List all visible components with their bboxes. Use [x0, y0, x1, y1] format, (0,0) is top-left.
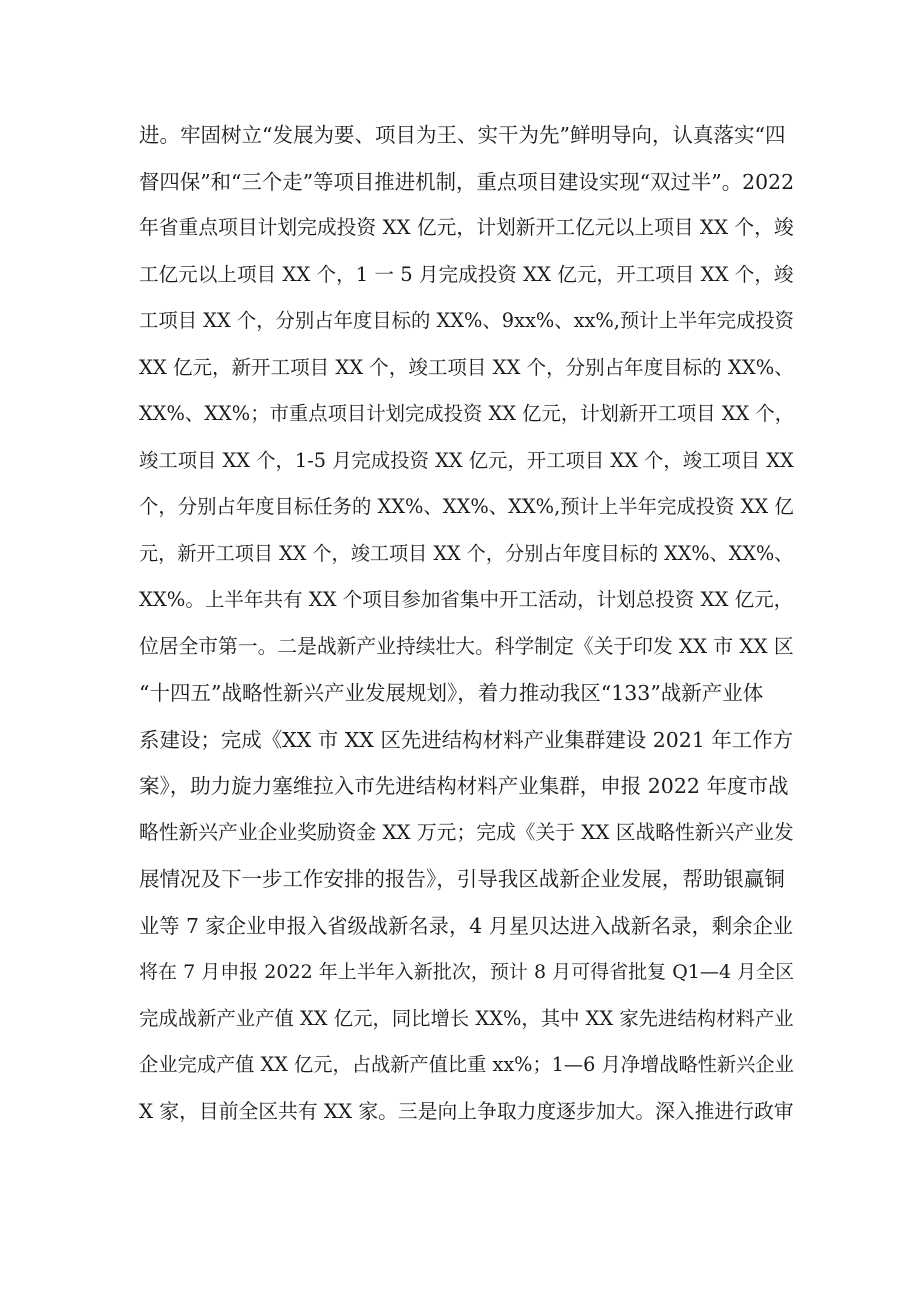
text-line: 略性新兴产业企业奖励资金 XX 万元；完成《关于 XX 区战略性新兴产业发: [139, 820, 794, 844]
body-paragraph: [139, 112, 794, 1135]
text-line: 位居全市第一。二是战新产业持续壮大。科学制定《关于印发 XX 市 XX 区: [139, 634, 794, 658]
text-line: 案》，助力旋力塞维拉入市先进结构材料产业集群，申报 2022 年度市战: [139, 774, 789, 798]
text-line: 业等 7 家企业申报入省级战新名录，4 月星贝达进入战新名录，剩余企业: [139, 913, 794, 938]
text-line: 年省重点项目计划完成投资 XX 亿元，计划新开工亿元以上项目 XX 个，竣: [139, 216, 794, 239]
text-line: X 家，目前全区共有 XX 家。三是向上争取力度逐步加大。深入推进行政审: [139, 1099, 794, 1123]
text-line: 工项目 XX 个，分别占年度目标的 XX%、9xx%、xx%,预计上半年完成投资: [139, 309, 795, 332]
text-line: 进。牢固树立“发展为要、项目为王、实干为先”鲜明导向，认真落实“四: [139, 123, 786, 147]
text-line: 元，新开工项目 XX 个，竣工项目 XX 个，分别占年度目标的 XX%、XX%、: [139, 541, 794, 565]
text-line: 竣工项目 XX 个，1-5 月完成投资 XX 亿元，开工项目 XX 个，竣工项目 XX: [139, 448, 794, 472]
text-line: 将在 7 月申报 2022 年上半年入新批次，预计 8 月可得省批复 Q1—4 月全区: [139, 961, 795, 983]
text-line: 督四保”和“三个走”等项目推进机制，重点项目建设实现“双过半”。2022: [139, 169, 795, 194]
text-line: 个，分别占年度目标任务的 XX%、XX%、XX%,预计上半年完成投资 XX 亿: [139, 495, 794, 518]
text-line: “十四五”战略性新兴产业发展规划》，着力推动我区“133”战新产业体: [139, 681, 764, 705]
text-line: XX%。上半年共有 XX 个项目参加省集中开工活动，计划总投资 XX 亿元，: [139, 588, 794, 611]
text-line: 完成战新产业产值 XX 亿元，同比增长 XX%，其中 XX 家先进结构材料产业: [139, 1006, 794, 1030]
text-line: 工亿元以上项目 XX 个，1 一 5 月完成投资 XX 亿元，开工项目 XX 个，竣: [139, 262, 794, 286]
text-line: 企业完成产值 XX 亿元，占战新产值比重 xx%；1—6 月净增战略性新兴企业: [139, 1053, 794, 1076]
text-line: XX%、XX%；市重点项目计划完成投资 XX 亿元，计划新开工项目 XX 个，: [139, 402, 795, 425]
text-line: 系建设；完成《XX 市 XX 区先进结构材料产业集群建设 2021 年工作方: [139, 727, 794, 752]
text-line: 展情况及下一步工作安排的报告》，引导我区战新企业发展，帮助银赢铜: [139, 867, 785, 891]
text-line: XX 亿元，新开工项目 XX 个，竣工项目 XX 个，分别占年度目标的 XX%、: [139, 355, 794, 379]
